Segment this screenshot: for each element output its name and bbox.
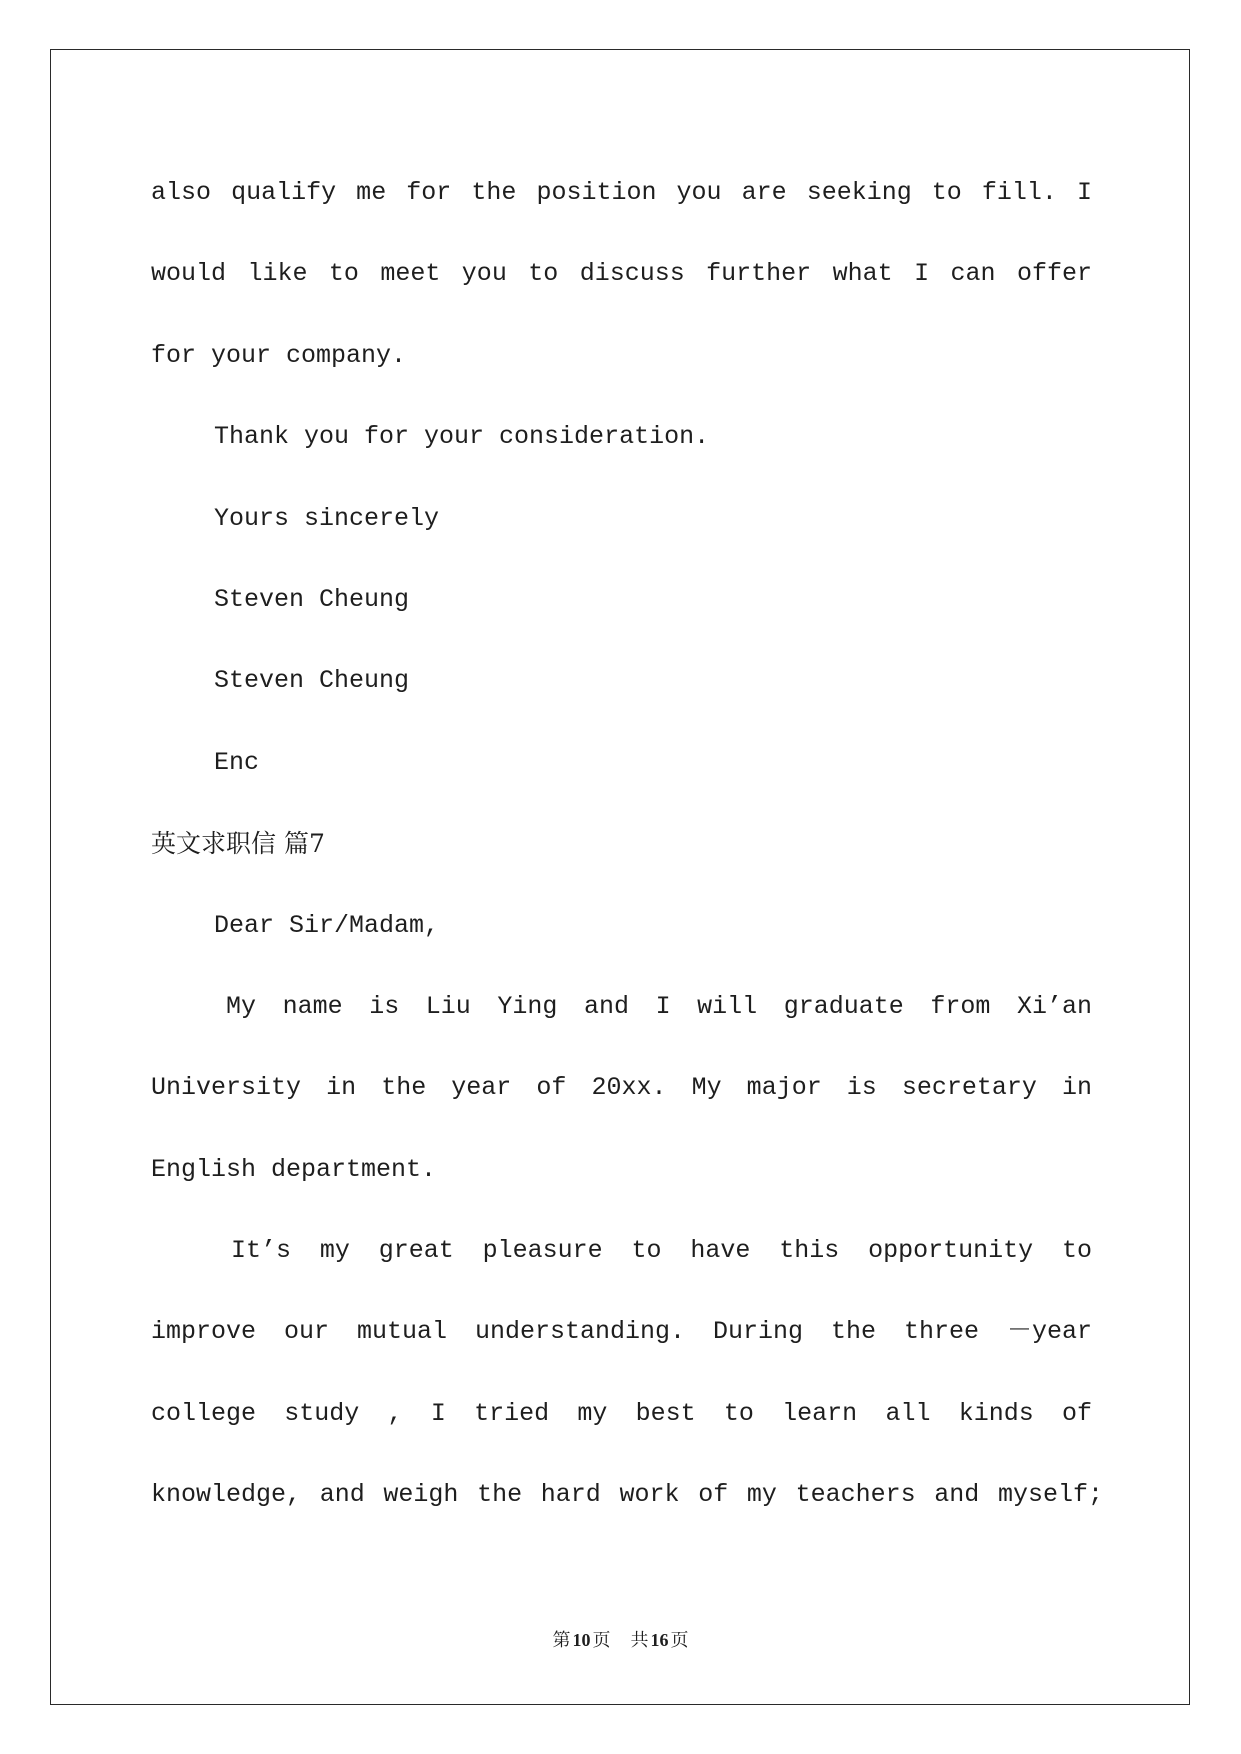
paragraph-line: would like to meet you to discuss further what I can offer bbox=[151, 259, 1092, 289]
total-pages: 16 bbox=[650, 1630, 669, 1650]
paragraph-line: also qualify me for the position you are seeking to fill. I bbox=[151, 178, 1092, 207]
valediction: Yours sincerely bbox=[214, 503, 440, 533]
paragraph-line: University in the year of 20xx. My major is secretary in bbox=[151, 1073, 1092, 1103]
letter-paragraph-2 bbox=[151, 1210, 1103, 1536]
previous-letter-closing-paragraph bbox=[151, 152, 1092, 396]
page-number: 10 bbox=[572, 1630, 591, 1650]
paragraph-line: It’s my great pleasure to have this opportunity to bbox=[231, 1236, 1092, 1266]
document-body bbox=[151, 152, 1103, 1536]
paragraph-line: college study , I tried my best to learn all kinds of bbox=[151, 1398, 1092, 1428]
page-indicator bbox=[553, 1630, 611, 1650]
letter-paragraph-1 bbox=[151, 966, 1092, 1210]
total-prefix: 共 bbox=[630, 1630, 649, 1650]
thanks-line: Thank you for your consideration. bbox=[214, 422, 710, 452]
total-pages-indicator bbox=[631, 1630, 689, 1650]
printed-name: Steven Cheung bbox=[214, 666, 410, 696]
enclosure-note: Enc bbox=[214, 747, 260, 777]
paragraph-line: improve our mutual understanding. During the three －year bbox=[151, 1317, 1092, 1347]
paragraph-line: knowledge, and weigh the hard work of my teachers and myself; bbox=[151, 1480, 1103, 1510]
paragraph-line: English department. bbox=[151, 1154, 437, 1184]
page-prefix: 第 bbox=[552, 1630, 571, 1650]
page-footer bbox=[0, 1626, 1241, 1652]
paragraph-line: My name is Liu Ying and I will graduate from Xi’an bbox=[226, 991, 1092, 1021]
total-suffix: 页 bbox=[670, 1630, 689, 1650]
section-heading: 英文求职信 篇7 bbox=[151, 829, 325, 859]
signature: Steven Cheung bbox=[214, 584, 410, 614]
page-suffix: 页 bbox=[592, 1630, 611, 1650]
salutation: Dear Sir/Madam, bbox=[214, 910, 440, 940]
paragraph-line: for your company. bbox=[151, 340, 407, 370]
